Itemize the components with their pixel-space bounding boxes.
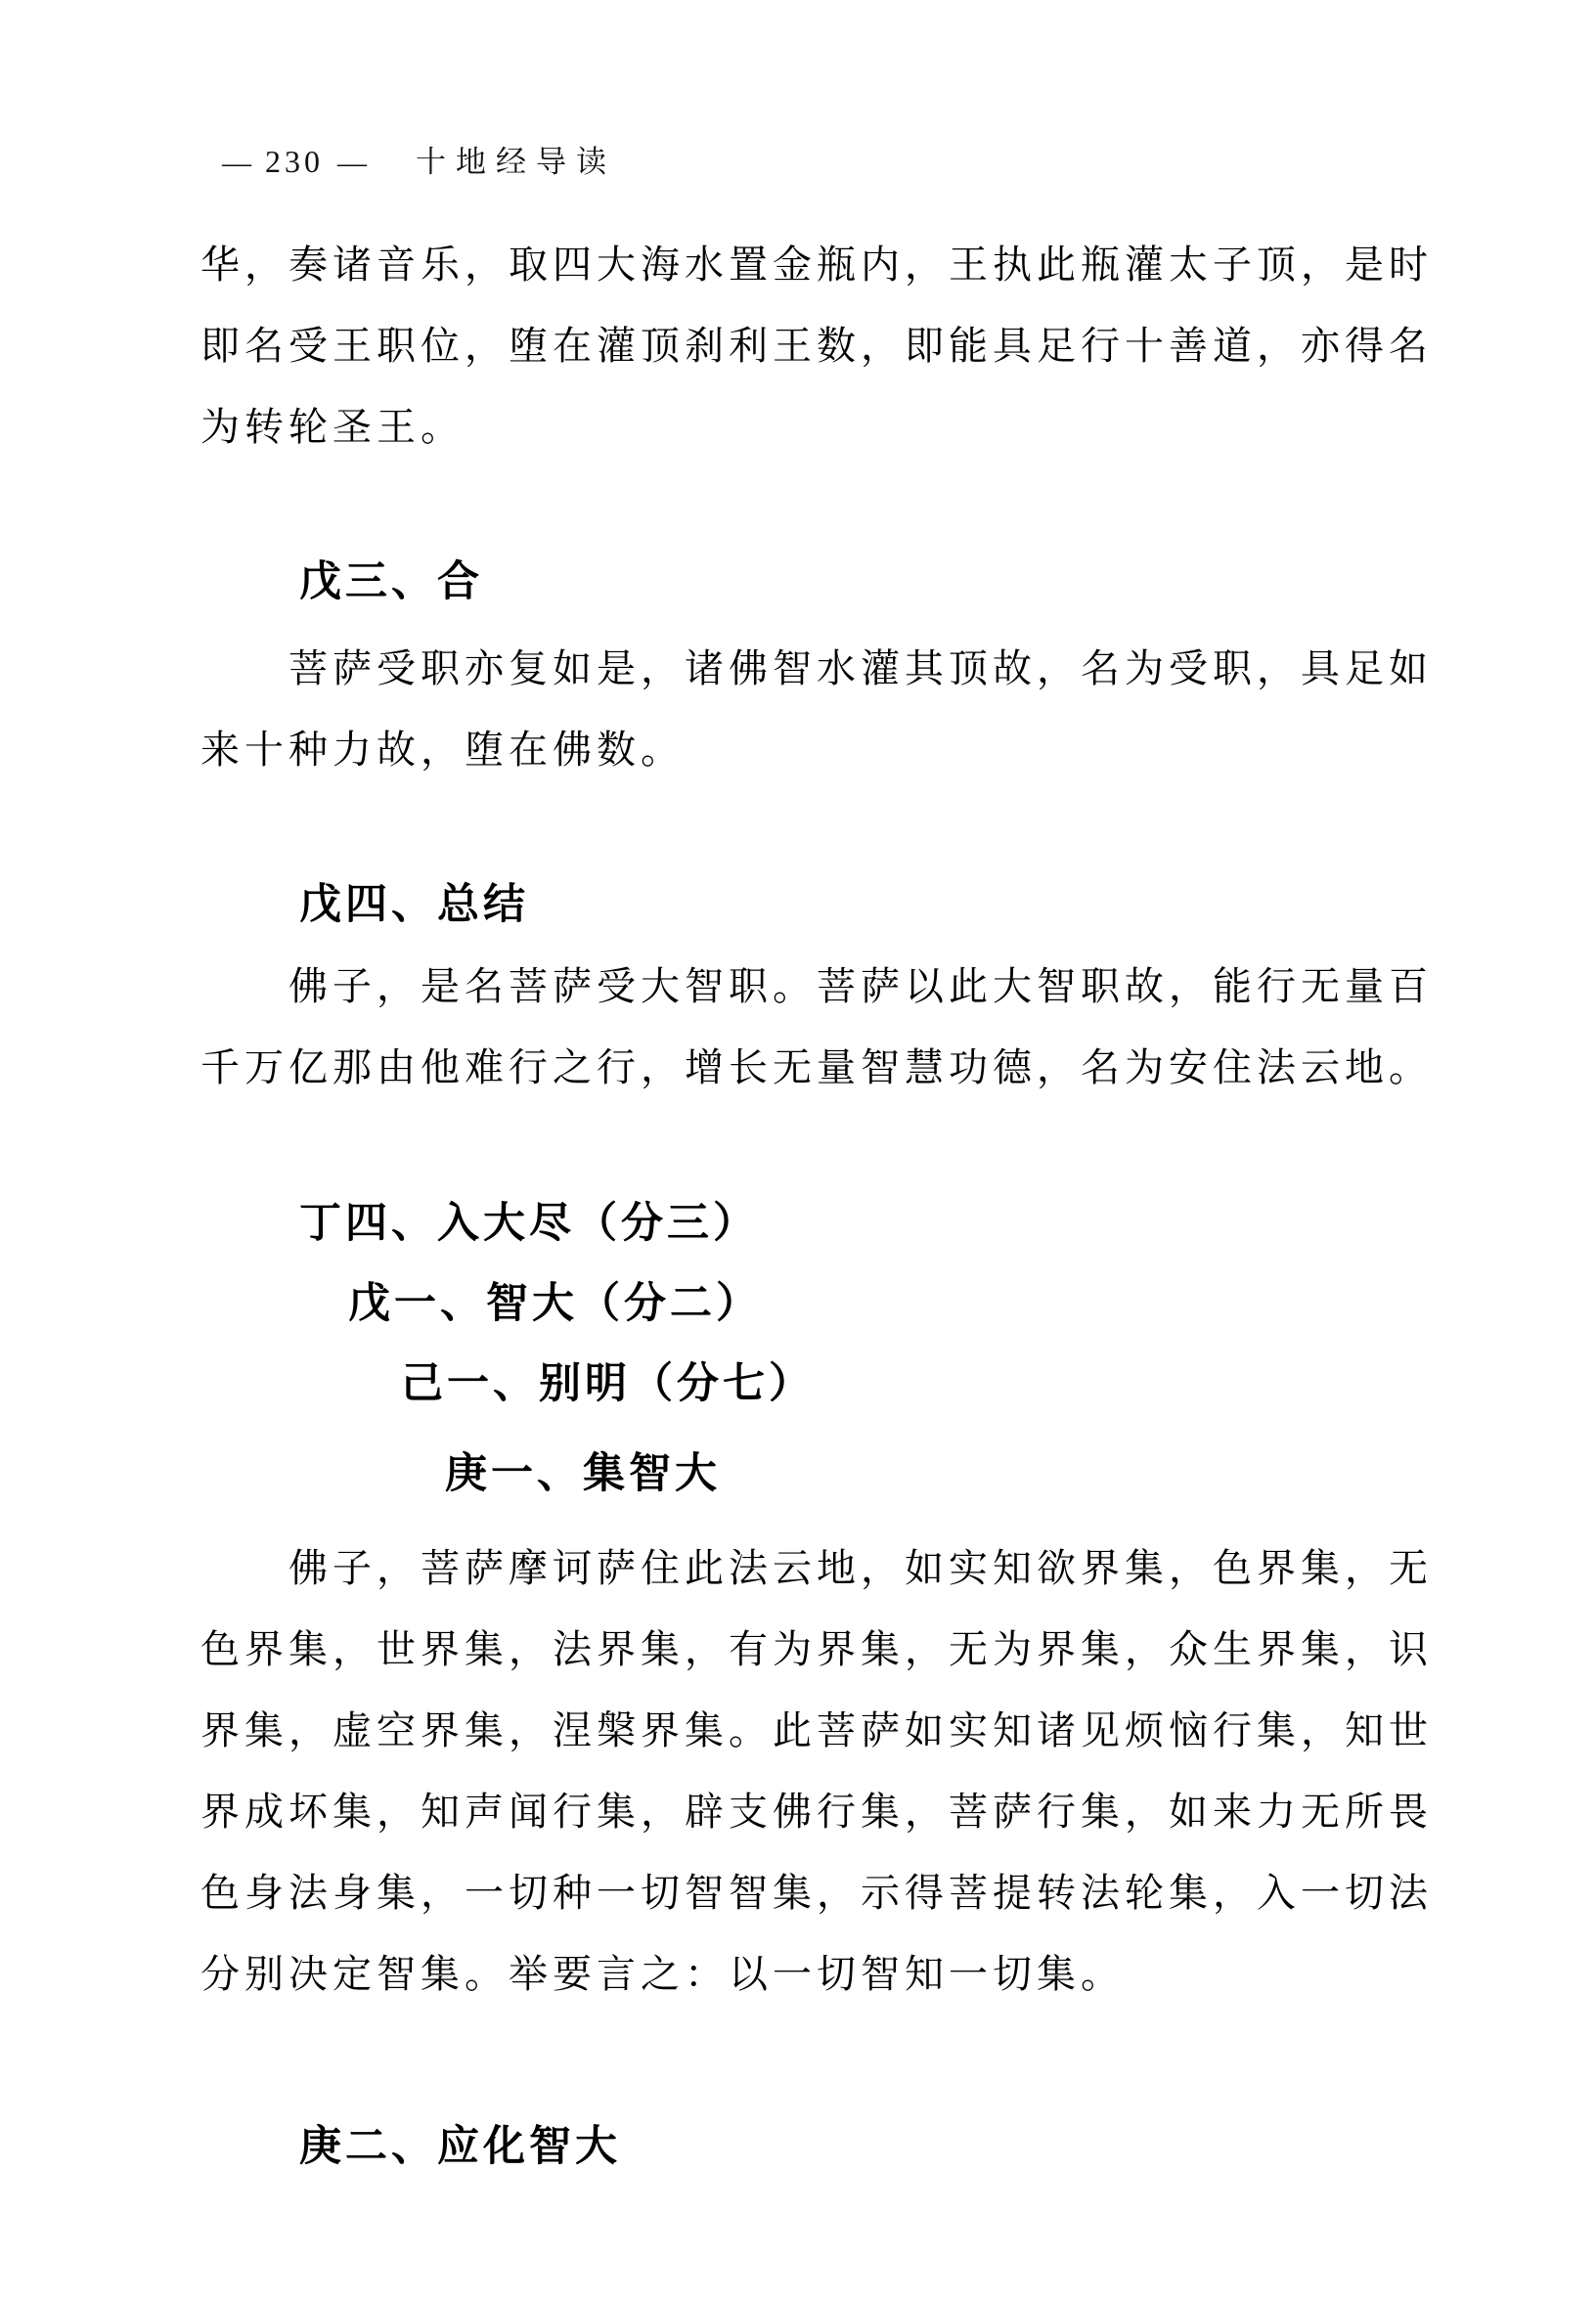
book-title: 十地经导读 xyxy=(416,145,616,179)
paragraph-line: 来十种力故，堕在佛数。 xyxy=(200,729,685,772)
paragraph-line: 为转轮圣王。 xyxy=(200,406,465,449)
section-heading-wu1-zhida: 戊一、智大（分二） xyxy=(348,1281,762,1327)
section-heading-wu3-he: 戊三、合 xyxy=(299,559,483,605)
section-heading-wu4-zongjie: 戊四、总结 xyxy=(299,882,529,928)
paragraph-line: 色界集，世界集，法界集，有为界集，无为界集，众生界集，识 xyxy=(200,1628,1433,1671)
paragraph-continuation xyxy=(200,225,1433,468)
paragraph-line: 千万亿那由他难行之行，增长无量智慧功德，名为安住法云地。 xyxy=(200,1046,1433,1089)
paragraph xyxy=(200,1528,1433,2015)
paragraph-line: 即名受王职位，堕在灌顶刹利王数，即能具足行十善道，亦得名 xyxy=(200,325,1433,368)
section-heading-ji1-bieming: 己一、别明（分七） xyxy=(401,1361,815,1407)
paragraph-line: 界集，虚空界集，涅槃界集。此菩萨如实知诸见烦恼行集，知世 xyxy=(200,1709,1433,1752)
page-number: 230 xyxy=(265,144,324,179)
paragraph-line: 色身法身集，一切种一切智智集，示得菩提转法轮集，入一切法 xyxy=(200,1872,1433,1915)
paragraph-line: 菩萨受职亦复如是，诸佛智水灌其顶故，名为受职，具足如 xyxy=(288,647,1433,690)
header-dash-right: — xyxy=(337,147,367,179)
header-dash-left: — xyxy=(222,147,251,179)
paragraph xyxy=(200,629,1433,791)
section-heading-geng2-yinghuazhida: 庚二、应化智大 xyxy=(299,2124,621,2170)
paragraph-line: 分别决定智集。举要言之：以一切智知一切集。 xyxy=(200,1953,1125,1996)
paragraph-line: 华，奏诸音乐，取四大海水置金瓶内，王执此瓶灌太子顶，是时 xyxy=(200,244,1433,287)
paragraph-line: 佛子，菩萨摩诃萨住此法云地，如实知欲界集，色界集，无 xyxy=(288,1547,1433,1590)
section-heading-geng1-jizhida: 庚一、集智大 xyxy=(445,1451,721,1497)
paragraph-line: 界成坏集，知声闻行集，辟支佛行集，菩萨行集，如来力无所畏 xyxy=(200,1791,1433,1834)
running-head xyxy=(208,137,616,181)
paragraph-line: 佛子，是名菩萨受大智职。菩萨以此大智职故，能行无量百 xyxy=(288,965,1433,1008)
paragraph xyxy=(200,947,1433,1109)
section-heading-ding4-rudajin: 丁四、入大尽（分三） xyxy=(299,1201,759,1247)
